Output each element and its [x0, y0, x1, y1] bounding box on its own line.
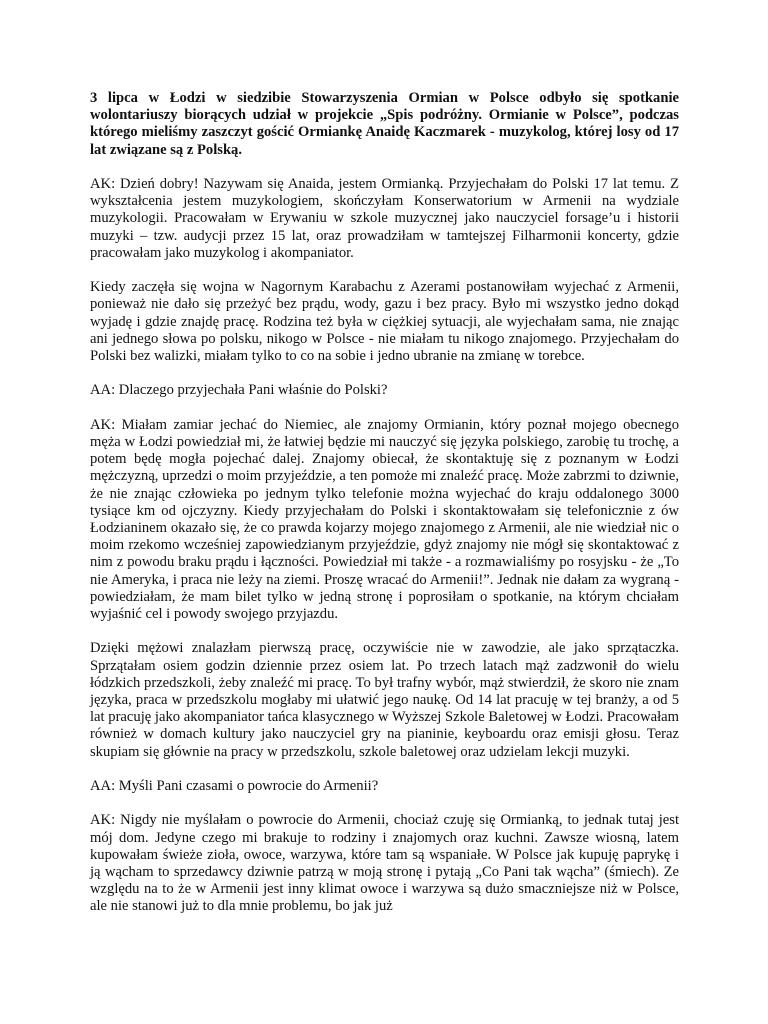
lead-paragraph: 3 lipca w Łodzi w siedzibie Stowarzyszenia Ormian w Polsce odbyło się spotkanie wolontariuszy biorących udział w projekcie „Spis podróżny. Ormianie w Polsce”, podczas którego mieliśmy zaszczyt gościć Ormiankę Anaidę Kaczmarek - muzykolog, której losy od 17 lat związane są z Polską.: [90, 90, 679, 158]
paragraph-home: AK: Nigdy nie myślałam o powrocie do Armenii, chociaż czuję się Ormianką, to jednak tutaj jest mój dom. Jedyne czego mi brakuje to rodziny i znajomych oraz kuchni. Zawsze wiosną, latem kupowałam świeże zioła, owoce, warzywa, które tam są wspaniałe. W Polsce jak kupuję paprykę i ją wącham to sprzedawcy dziwnie patrzą w moją stronę i pytają „Co Pani tak wącha” (śmiech). Ze względu na to że w Armenii jest inny klimat owoce i warzywa są dużo smaczniejsze niż w Polsce, ale nie stanowi już to dla mnie problemu, bo jak już: [90, 812, 679, 915]
paragraph-intro-answer: AK: Dzień dobry! Nazywam się Anaida, jestem Ormianką. Przyjechałam do Polski 17 lat temu. Z wykształcenia jestem muzykologiem, skończyłam Konserwatorium w Armenii na wydziale muzykologii. Pracowałam w Erywaniu w szkole muzycznej jako nauczyciel forsage’u i historii muzyki – tzw. audycji przez 15 lat, oraz prowadziłam w tamtejszej Filharmonii koncerty, gdzie pracowałam jako muzykolog i akompaniator.: [90, 176, 679, 261]
paragraph-germany: AK: Miałam zamiar jechać do Niemiec, ale znajomy Ormianin, który poznał mojego obecnego męża w Łodzi powiedział mi, że łatwiej będzie mi nauczyć się języka polskiego, zarobię tu trochę, a potem będę mogła pojechać dalej. Znajomy obiecał, że skontaktuję się z poznanym w Łodzi mężczyzną, uprzedzi o moim przyjeździe, a ten pomoże mi znaleźć pracę. Może zabrzmi to dziwnie, że nie znając człowieka po jednym tylko telefonie można wyjechać do kraju oddalonego 3000 tysiące km od ojczyzny. Kiedy przyjechałam do Polski i skontaktowałam się telefonicznie z ów Łodzianinem okazało się, że co prawda kojarzy mojego znajomego z Armenii, ale nie wiedział nic o moim rzekomo wcześniej zapowiedzianym przyjeździe, gdyż znajomy nie mógł się skontaktować z nim z powodu braku prądu i łączności. Powiedział mi także - a rozmawialiśmy po rosyjsku - że „To nie Ameryka, i praca nie leży na ziemi. Proszę wracać do Armenii!”. Jednak nie dałam za wygraną - powiedziałam, że mam bilet tylko w jedną stronę i poprosiłam o spotkanie, na którym chciałam wyjaśnić cel i powody swojego przyjazdu.: [90, 416, 679, 623]
document-page: [90, 90, 679, 933]
question-return: AA: Myśli Pani czasami o powrocie do Armenii?: [90, 778, 379, 795]
paragraph-war: Kiedy zaczęła się wojna w Nagornym Karabachu z Azerami postanowiłam wyjechać z Armenii, ponieważ nie dało się przeżyć bez prądu, wody, gazu i bez pracy. Było mi wszystko jedno dokąd wyjadę i gdzie znajdę pracę. Rodzina też była w ciężkiej sytuacji, ale wyjechałam sama, nie znając ani jednego słowa po polsku, nikogo w Polsce - nie miałam tu nikogo znajomego. Przyjechałam do Polski bez walizki, miałam tylko to co na sobie i jedno ubranie na zmianę w torebce.: [90, 279, 679, 365]
question-why-poland: AA: Dlaczego przyjechała Pani właśnie do Polski?: [90, 382, 388, 399]
paragraph-first-job: Dzięki mężowi znalazłam pierwszą pracę, oczywiście nie w zawodzie, ale jako sprzątaczka. Sprzątałam osiem godzin dziennie przez osiem lat. Po trzech latach mąż zadzwonił do wielu łódzkich przedszkoli, żeby znaleźć mi pracę. To był trafny wybór, mąż stwierdził, że skoro nie znam języka, praca w przedszkolu mogłaby mi ułatwić jego naukę. Od 14 lat pracuję w tej branży, a od 5 lat pracuję jako akompaniator tańca klasycznego w Wyższej Szkole Baletowej w Łodzi. Pracowałam również w domach kultury jako nauczyciel gry na pianinie, keyboardu oraz emisji głosu. Teraz skupiam się głównie na pracy w przedszkolu, szkole baletowej oraz udzielam lekcji muzyki.: [90, 640, 679, 760]
